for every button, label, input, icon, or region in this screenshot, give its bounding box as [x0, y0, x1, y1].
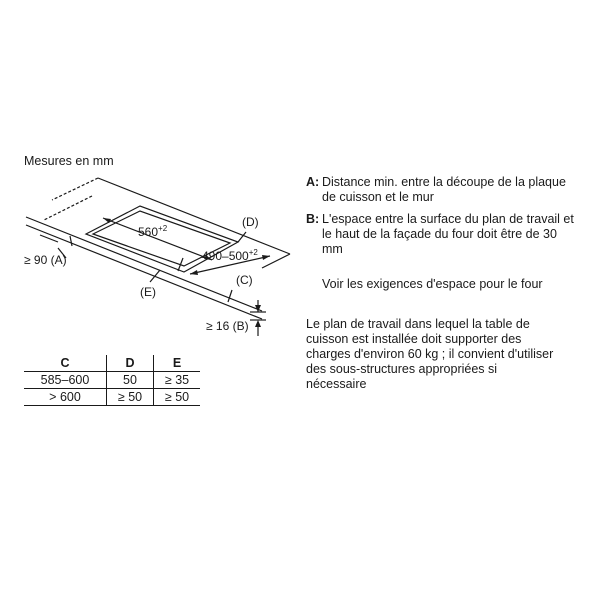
dim-560-label: $560^{+2}$ — [138, 224, 168, 239]
table-header-e: E — [154, 355, 201, 372]
note-a-key: A: — [306, 175, 320, 189]
note-b-key: B: — [306, 212, 320, 226]
worktop-back-edge — [98, 178, 290, 254]
table-cell: > 600 — [24, 389, 107, 406]
table-cell: 50 — [107, 372, 154, 389]
note-worktop: Le plan de travail dans lequel la table de cuisson est installée doit supporter des charges d'environ 60 kg ; il convient d'utiliser des sous-structures appropriées si nécessaire — [306, 317, 554, 391]
label-E: (E) — [140, 285, 156, 299]
table-cell: 585–600 — [24, 372, 107, 389]
note-oven: Voir les exigences d'espace pour le four — [322, 277, 543, 291]
label-A: ≥ 90 (A) — [24, 253, 67, 267]
cutout-dashed-line — [44, 196, 92, 220]
label-D: (D) — [242, 215, 259, 229]
dimensions-table — [24, 355, 200, 406]
note-b — [306, 212, 576, 257]
dim-depth-label: $490-500^{+2}$ — [202, 248, 258, 263]
leader-C — [228, 290, 232, 302]
note-a — [306, 175, 576, 205]
worktop-front-lower-edge — [26, 225, 262, 319]
note-a-text: Distance min. entre la découpe de la plaque de cuisson et le mur — [322, 175, 566, 204]
table-cell: ≥ 50 — [107, 389, 154, 406]
table-cell: ≥ 35 — [154, 372, 201, 389]
leader-E — [150, 270, 160, 282]
note-b-text: L'espace entre la surface du plan de travail et le haut de la façade du four doit être de 30 mm — [322, 212, 574, 256]
table-row — [24, 372, 200, 389]
table-cell: ≥ 50 — [154, 389, 201, 406]
table-header-c: C — [24, 355, 107, 372]
label-C: (C) — [236, 273, 253, 287]
table-header-row — [24, 355, 200, 372]
table-header-d: D — [107, 355, 154, 372]
table-row — [24, 389, 200, 406]
label-B: ≥ 16 (B) — [206, 319, 249, 333]
measures-label: Mesures en mm — [24, 154, 114, 168]
